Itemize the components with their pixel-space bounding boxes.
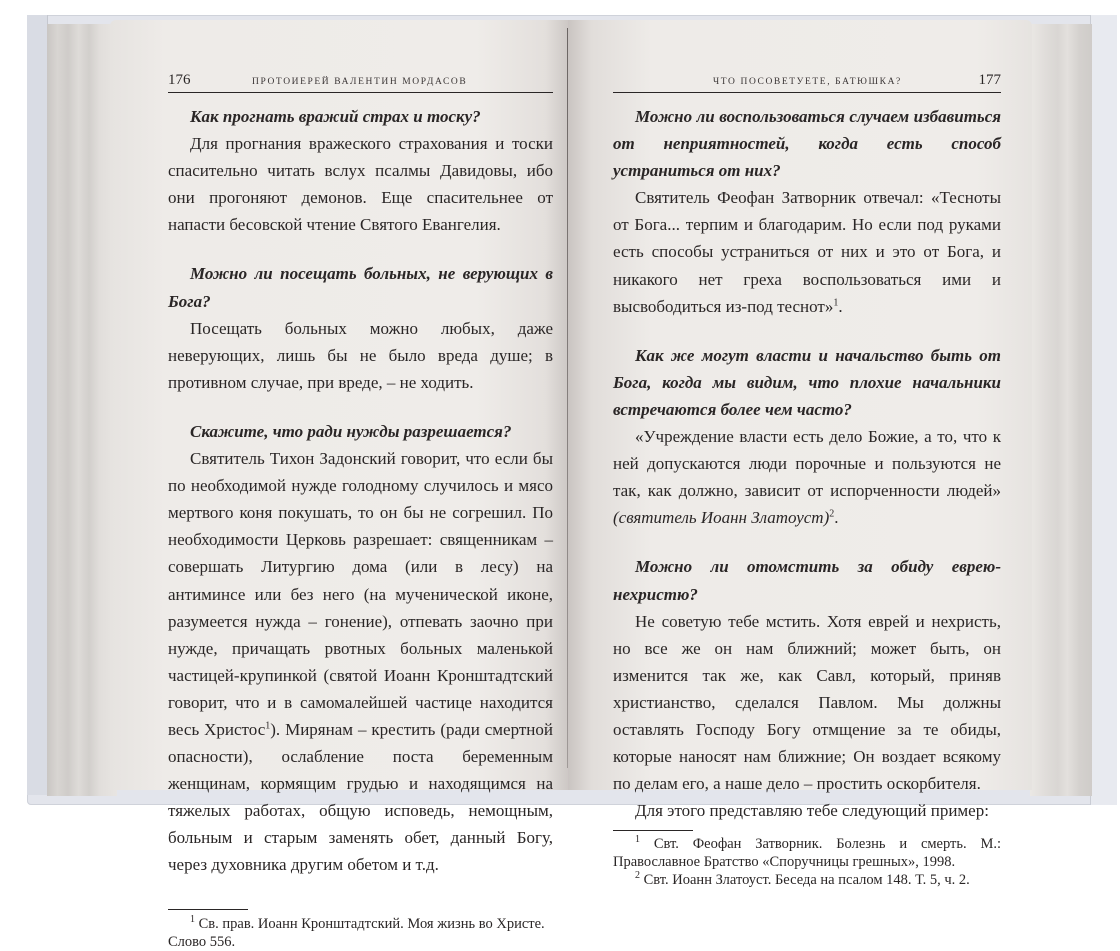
- question-heading: Как прогнать вражий страх и тоску?: [190, 107, 481, 126]
- page-number: 177: [978, 72, 1001, 88]
- answer-text: ). Мирянам – крестить (ради смертной опасности), ослабление поста беременным женщинам, кормящим грудью и находящимся на тяжелых работах, общую исповедь, немощным, больным и старым заменять обет, данный Богу, через духовника другим обетом и т.д.: [168, 719, 553, 875]
- running-head: ЧТО ПОСОВЕТУЕТЕ, БАТЮШКА?: [713, 77, 902, 87]
- answer-paragraph: Для прогнания вражеского страхования и тоски спасительно читать вслух псалмы Давидовы, ибо они прогоняют демонов. Еще спасительнее от напасти бесовской чтение Святого Евангелия.: [168, 134, 553, 235]
- footnote: [613, 835, 1001, 871]
- right-page-header: [613, 66, 1001, 93]
- answer-text: Святитель Тихон Задонский говорит, что если бы по необходимой нужде голодному случилось и мясо мертвого коня покушать, то он бы не согрешил. По необходимости Церковь разрешает: священникам – совершать Литургию дома (или в лесу) на антиминсе или без него (на мученической иконе, разумеется нужда – гонение), отпевать заочно при нужде, причащать рвотных больных маленькой частицей-крупинкой (святой Иоанн Кронштадтский говорит, что и в самомалейшей частице находится весь Христос: [168, 449, 553, 739]
- question-heading: Можно ли отомстить за обиду еврею-нехристю?: [613, 557, 1001, 604]
- footnote-ref[interactable]: 1: [265, 720, 271, 732]
- question-heading: Как же могут власти и начальство быть от Бога, когда мы видим, что плохие начальники встречаются более чем часто?: [613, 345, 1001, 419]
- footnote-text: Свт. Иоанн Златоуст. Беседа на псалом 148. Т. 5, ч. 2.: [643, 872, 970, 889]
- right-page-body: [613, 103, 1001, 889]
- footnote-mark: 1: [635, 834, 640, 846]
- answer-paragraph: [613, 184, 1001, 319]
- left-page: [110, 20, 568, 950]
- question-heading: Можно ли посещать больных, не верующих в Бога?: [168, 264, 553, 311]
- left-page-header: [168, 66, 553, 93]
- answer-paragraph: [168, 445, 553, 879]
- running-head: ПРОТОИЕРЕЙ ВАЛЕНТИН МОРДАСОВ: [252, 77, 468, 87]
- page-number: 176: [168, 72, 191, 88]
- footnote-ref[interactable]: 2: [829, 508, 835, 520]
- cover-edge-right: [1090, 15, 1117, 805]
- footnote: [613, 871, 1001, 889]
- answer-end: .: [834, 508, 839, 528]
- answer-paragraph: Не советую тебе мстить. Хотя еврей и нехристь, но все же он нам ближний; может быть, он изменится так же, как Савл, который, приняв христианство, сделался Павлом. Мы должны оставлять Господу Богу отмщение за те обиды, которые наносят нам ближние; Он воздает всякому по делам его, а наше дело – простить оскорбителя.: [613, 611, 1001, 794]
- page-stack-right: [1030, 24, 1092, 796]
- footnote-mark: 1: [190, 913, 195, 925]
- answer-paragraph: [613, 423, 1001, 531]
- footnote: [168, 915, 553, 951]
- right-page: [568, 20, 1032, 889]
- answer-text: Святитель Феофан Затворник отвечал: «Тесноты от Бога... терпим и благодарим. Но если под руками есть способы устраниться от них и это от Бога, и никакого нет греха воспользоваться ими и высвободиться из-под теснот»: [613, 188, 1001, 316]
- question-heading: Скажите, что ради нужды разрешается?: [190, 421, 512, 441]
- attribution: (святитель Иоанн Златоуст): [613, 508, 830, 528]
- answer-end: .: [838, 296, 843, 316]
- footnote-ref[interactable]: 1: [833, 297, 839, 308]
- answer-text: «Учреждение власти есть дело Божие, а то, что к ней допускаются люди порочные и пользуются не так, как должно, зависит от испорченности людей»: [613, 427, 1001, 501]
- footnote-text: Св. прав. Иоанн Кронштадтский. Моя жизнь во Христе. Слово 556.: [168, 915, 545, 950]
- page-stack-left: [47, 24, 117, 796]
- footnote-text: Свт. Феофан Затворник. Болезнь и смерть. М.: Православное Братство «Споручницы грешных», 1998.: [613, 836, 1002, 871]
- footnote-mark: 2: [635, 870, 640, 882]
- answer-paragraph: Посещать больных можно любых, даже неверующих, лишь бы не было вреда душе; в противном случае, при вреде, – не ходить.: [168, 318, 553, 392]
- left-page-body: [168, 103, 553, 951]
- question-heading: Можно ли воспользоваться случаем избавиться от неприятностей, когда есть способ устраниться от них?: [613, 107, 1001, 181]
- answer-paragraph: Для этого представляю тебе следующий пример:: [635, 801, 989, 821]
- cover-edge-left: [27, 15, 48, 795]
